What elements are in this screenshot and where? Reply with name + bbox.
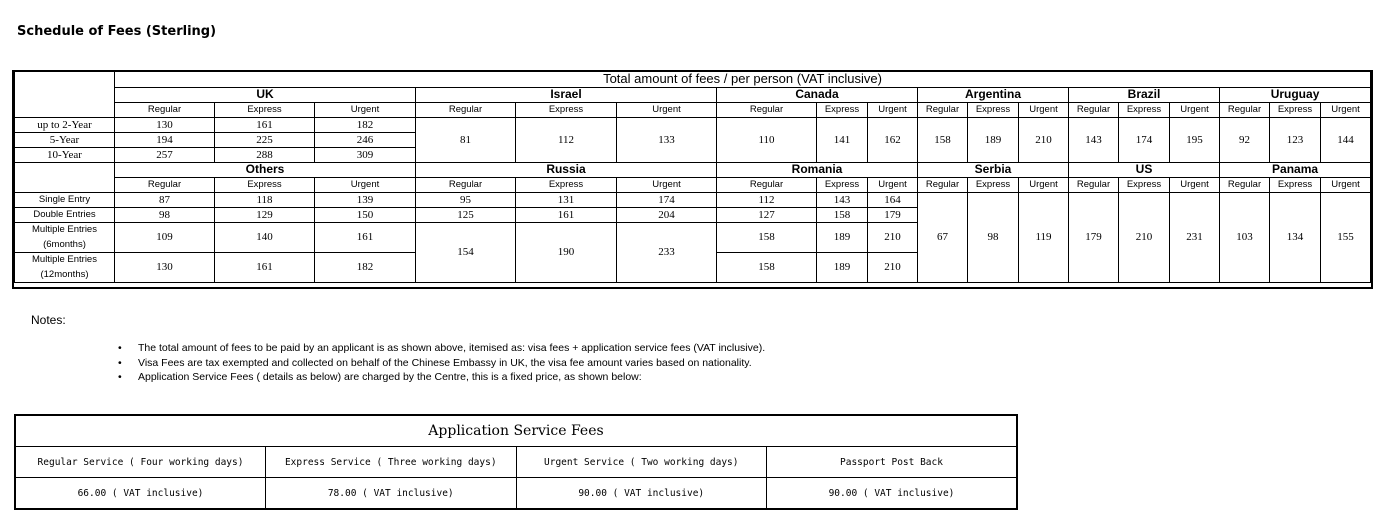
service-header: Regular	[1069, 178, 1119, 193]
service-header: Regular	[416, 103, 516, 118]
fee-value: 119	[1019, 193, 1069, 283]
page-title: Schedule of Fees (Sterling)	[17, 24, 217, 39]
notes-list	[118, 341, 765, 385]
fee-value: 154	[416, 223, 516, 283]
fee-value: 190	[516, 223, 617, 283]
service-fee-value: 90.00 ( VAT inclusive)	[767, 478, 1018, 510]
fee-value: 225	[215, 133, 315, 148]
service-header: Regular	[717, 178, 817, 193]
fee-value: 87	[115, 193, 215, 208]
service-header: Express	[968, 178, 1019, 193]
service-fee-value: 90.00 ( VAT inclusive)	[516, 478, 767, 510]
fee-value: 81	[416, 118, 516, 163]
service-header: Urgent	[1170, 178, 1220, 193]
service-header: Urgent	[1019, 178, 1069, 193]
country-header: Canada	[717, 88, 918, 103]
fee-value: 67	[918, 193, 968, 283]
fee-value: 194	[115, 133, 215, 148]
country-header: Others	[115, 163, 416, 178]
service-header: Urgent	[1019, 103, 1069, 118]
fee-value: 144	[1321, 118, 1371, 163]
service-header: Regular	[918, 178, 968, 193]
fee-value: 98	[115, 208, 215, 223]
fee-value: 158	[817, 208, 868, 223]
fee-value: 139	[315, 193, 416, 208]
service-column-header: Express Service ( Three working days)	[266, 447, 517, 478]
fee-value: 233	[617, 223, 717, 283]
row-label: Double Entries	[15, 208, 115, 223]
fee-value: 98	[968, 193, 1019, 283]
fee-value: 257	[115, 148, 215, 163]
note-text: Application Service Fees ( details as below) are charged by the Centre, this is a fixed price, as shown below:	[138, 371, 642, 383]
fee-value: 158	[717, 253, 817, 283]
fee-value: 288	[215, 148, 315, 163]
country-header: Uruguay	[1220, 88, 1371, 103]
fee-value: 210	[1019, 118, 1069, 163]
row-label: 10-Year	[15, 148, 115, 163]
fee-value: 210	[1119, 193, 1170, 283]
service-fees-table	[14, 414, 1018, 510]
country-header: Brazil	[1069, 88, 1220, 103]
service-header: Express	[968, 103, 1019, 118]
country-header: Israel	[416, 88, 717, 103]
fee-value: 129	[215, 208, 315, 223]
service-header: Regular	[918, 103, 968, 118]
service-header: Regular	[1220, 178, 1270, 193]
fee-value: 161	[215, 118, 315, 133]
fee-value: 161	[516, 208, 617, 223]
service-header: Urgent	[868, 103, 918, 118]
fee-table-caption: Total amount of fees / per person (VAT inclusive)	[115, 72, 1371, 88]
row-label: (6months)	[15, 238, 115, 253]
service-header: Express	[516, 178, 617, 193]
fee-value: 195	[1170, 118, 1220, 163]
country-header: UK	[115, 88, 416, 103]
row-label: up to 2-Year	[15, 118, 115, 133]
service-header: Urgent	[1321, 178, 1371, 193]
service-header: Urgent	[1321, 103, 1371, 118]
row-label: Single Entry	[15, 193, 115, 208]
fee-value: 131	[516, 193, 617, 208]
fee-value: 125	[416, 208, 516, 223]
fee-table	[14, 71, 1371, 283]
service-fees-heading: Application Service Fees	[15, 415, 1017, 447]
fee-value: 92	[1220, 118, 1270, 163]
service-column-header: Passport Post Back	[767, 447, 1018, 478]
note-item	[118, 370, 765, 385]
fee-value: 210	[868, 253, 918, 283]
service-header: Regular	[115, 178, 215, 193]
fee-value: 112	[516, 118, 617, 163]
service-header: Express	[215, 103, 315, 118]
corner-cell	[15, 72, 115, 88]
fee-value: 231	[1170, 193, 1220, 283]
fee-value: 112	[717, 193, 817, 208]
country-header: Serbia	[918, 163, 1069, 178]
corner-cell	[15, 163, 115, 193]
fee-value: 155	[1321, 193, 1371, 283]
service-header: Express	[817, 103, 868, 118]
note-text: The total amount of fees to be paid by an applicant is as shown above, itemised as: visa fees + application service fees (VAT inclusive).	[138, 342, 766, 354]
fee-value: 140	[215, 223, 315, 253]
fee-value: 133	[617, 118, 717, 163]
service-header: Urgent	[315, 103, 416, 118]
service-fee-value: 66.00 ( VAT inclusive)	[15, 478, 266, 510]
service-header: Urgent	[868, 178, 918, 193]
service-header: Urgent	[315, 178, 416, 193]
fee-value: 189	[968, 118, 1019, 163]
service-header: Express	[1119, 178, 1170, 193]
fee-value: 150	[315, 208, 416, 223]
fee-value: 161	[315, 223, 416, 253]
fee-value: 134	[1270, 193, 1321, 283]
service-header: Regular	[1220, 103, 1270, 118]
fee-value: 161	[215, 253, 315, 283]
fee-value: 174	[617, 193, 717, 208]
fee-value: 130	[115, 118, 215, 133]
service-header: Urgent	[617, 103, 717, 118]
bullet-icon: •	[118, 342, 122, 354]
corner-cell	[15, 88, 115, 118]
row-label: (12months)	[15, 268, 115, 283]
fee-value: 158	[918, 118, 968, 163]
service-header: Urgent	[617, 178, 717, 193]
fee-value: 174	[1119, 118, 1170, 163]
note-text: Visa Fees are tax exempted and collected on behalf of the Chinese Embassy in UK, the visa fee amount varies based on nationality.	[138, 356, 752, 369]
service-header: Regular	[115, 103, 215, 118]
service-header: Express	[516, 103, 617, 118]
fee-value: 158	[717, 223, 817, 253]
fee-value: 182	[315, 118, 416, 133]
service-header: Express	[817, 178, 868, 193]
fee-value: 110	[717, 118, 817, 163]
country-header: US	[1069, 163, 1220, 178]
country-header: Panama	[1220, 163, 1371, 178]
service-header: Express	[1119, 103, 1170, 118]
service-header: Express	[1270, 178, 1321, 193]
fee-value: 246	[315, 133, 416, 148]
service-header: Express	[1270, 103, 1321, 118]
fee-value: 179	[868, 208, 918, 223]
service-header: Regular	[416, 178, 516, 193]
fee-value: 95	[416, 193, 516, 208]
service-header: Regular	[1069, 103, 1119, 118]
fee-value: 127	[717, 208, 817, 223]
fee-value: 103	[1220, 193, 1270, 283]
country-header: Romania	[717, 163, 918, 178]
fee-value: 179	[1069, 193, 1119, 283]
bullet-icon: •	[118, 356, 122, 369]
row-label: Multiple Entries	[15, 253, 115, 268]
row-label: 5-Year	[15, 133, 115, 148]
note-item	[118, 341, 765, 356]
fee-value: 130	[115, 253, 215, 283]
bullet-icon: •	[118, 371, 122, 383]
fee-value: 189	[817, 223, 868, 253]
notes-label: Notes:	[31, 313, 66, 327]
service-fee-value: 78.00 ( VAT inclusive)	[266, 478, 517, 510]
fee-value: 164	[868, 193, 918, 208]
country-header: Argentina	[918, 88, 1069, 103]
fee-value: 182	[315, 253, 416, 283]
fee-value: 109	[115, 223, 215, 253]
fee-value: 143	[817, 193, 868, 208]
service-column-header: Urgent Service ( Two working days)	[516, 447, 767, 478]
fee-value: 210	[868, 223, 918, 253]
service-column-header: Regular Service ( Four working days)	[15, 447, 266, 478]
country-header: Russia	[416, 163, 717, 178]
row-label: Multiple Entries	[15, 223, 115, 238]
fee-value: 141	[817, 118, 868, 163]
fee-value: 143	[1069, 118, 1119, 163]
fee-value: 189	[817, 253, 868, 283]
note-item	[118, 356, 765, 371]
fee-value: 204	[617, 208, 717, 223]
fee-value: 123	[1270, 118, 1321, 163]
service-header: Express	[215, 178, 315, 193]
fee-value: 118	[215, 193, 315, 208]
fee-value: 162	[868, 118, 918, 163]
service-header: Regular	[717, 103, 817, 118]
service-header: Urgent	[1170, 103, 1220, 118]
fee-value: 309	[315, 148, 416, 163]
